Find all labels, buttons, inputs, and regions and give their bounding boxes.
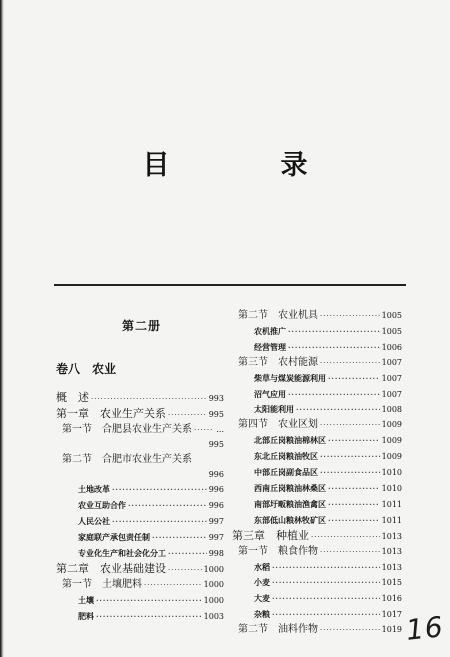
toc-entry (232, 497, 402, 513)
toc-entry-label: 专业化生产和社会化分工 (78, 548, 166, 559)
toc-entry-label: 经营管理 (254, 341, 286, 352)
dot-leader (320, 309, 380, 324)
toc-entry-page: 1009 (381, 420, 402, 430)
toc-entry (56, 562, 224, 578)
dot-leader (320, 418, 380, 433)
dot-leader (112, 515, 207, 530)
dot-leader (288, 388, 380, 403)
toc-entry (56, 423, 224, 438)
toc-entry-page: 1013 (381, 562, 402, 572)
toc-entry-page: 1011 (381, 515, 402, 525)
toc-entry (232, 481, 402, 497)
toc-entry-label: 第一章 农业生产关系 (56, 406, 166, 420)
toc-entry-page: 1011 (381, 499, 402, 509)
toc-entry-page: 1000 (203, 579, 224, 589)
toc-entry (56, 407, 224, 423)
dot-leader (320, 545, 380, 560)
toc-entry-page: 1007 (381, 357, 402, 367)
toc-entry-page: 1010 (381, 468, 402, 478)
toc-entry (56, 546, 224, 562)
toc-entry (232, 560, 402, 576)
toc-entry-page: 1006 (381, 342, 402, 352)
toc-entry-label: 柴草与煤炭能源利用 (254, 372, 326, 383)
toc-entry-label: 东北丘岗粮油牧区 (254, 451, 318, 462)
toc-entry (232, 402, 402, 418)
toc-entry-page: 1015 (381, 578, 402, 588)
divider-rule (54, 284, 406, 286)
dot-leader (328, 498, 380, 513)
toc-entry-label: 杂粮 (254, 609, 270, 620)
toc-entry-page: 996 (208, 485, 224, 495)
dot-leader (168, 547, 207, 562)
toc-entry (232, 309, 402, 324)
toc-entry-page: 997 (208, 533, 224, 543)
toc-entry-page: 1009 (381, 452, 402, 462)
toc-entry-page: 1000 (203, 564, 224, 574)
toc-entry (232, 545, 402, 560)
toc-entry (56, 578, 224, 593)
toc-entry (232, 387, 402, 403)
toc-entry-label: 北部丘岗粮油棉林区 (254, 435, 326, 446)
toc-entry-label: 东部低山粮林牧矿区 (254, 514, 326, 525)
dot-leader (320, 623, 380, 638)
toc-entry (56, 438, 224, 453)
toc-column-right (232, 309, 402, 638)
dot-leader (168, 563, 202, 578)
toc-entry-page: 997 (208, 517, 224, 527)
toc-entry-label: 农机推广 (254, 325, 286, 336)
toc-entry-page: 1007 (381, 389, 402, 399)
dot-leader (311, 530, 380, 545)
scan-edge (0, 0, 4, 657)
toc-entry-label: 家庭联产承包责任制 (78, 532, 150, 543)
dot-leader (272, 608, 380, 623)
toc-entry-label: 第一节 合肥县农业生产关系 (62, 423, 192, 435)
toc-entry (56, 453, 224, 468)
toc-entry-page: 1008 (381, 405, 402, 415)
toc-entry-label: 第一节 粮食作物 (238, 545, 318, 557)
dot-leader (152, 531, 207, 546)
dot-leader (328, 372, 380, 387)
dot-leader (328, 434, 380, 449)
toc-entry (56, 530, 224, 546)
toc-entry-label: 第二章 农业基础建设 (56, 561, 166, 575)
toc-entry-label: 第二节 农业机具 (238, 310, 318, 321)
toc-entry (232, 465, 402, 481)
toc-entry-page: 1017 (381, 610, 402, 620)
toc-entry (56, 593, 224, 609)
dot-leader (288, 341, 380, 356)
toc-entry-label: 西南丘岗粮油林桑区 (254, 482, 326, 493)
dot-leader (320, 450, 380, 465)
toc-entry-page: 995 (208, 409, 224, 419)
toc-entry-page: 1016 (381, 594, 402, 604)
toc-entry-label: 小麦 (254, 577, 270, 588)
toc-entry-label: 肥料 (78, 610, 94, 621)
dot-leader (272, 561, 380, 576)
dot-leader (320, 466, 380, 481)
toc-entry (232, 356, 402, 371)
toc-entry-page: ... (216, 424, 224, 434)
toc-entry-label: 水稻 (254, 561, 270, 572)
dot-leader (128, 499, 207, 514)
toc-entry (232, 418, 402, 433)
toc-column-left (56, 391, 224, 625)
toc-entry-label: 沼气应用 (254, 388, 286, 399)
toc-entry-label: 中部丘岗副食品区 (254, 467, 318, 478)
toc-entry-label: 土壤 (78, 594, 94, 605)
toc-entry-page: 996 (208, 469, 224, 479)
dot-leader (288, 325, 380, 340)
toc-entry-page: 1019 (381, 625, 402, 635)
dot-leader (96, 594, 202, 609)
dot-leader (144, 578, 202, 593)
toc-entry (56, 482, 224, 498)
toc-entry-page: 1013 (381, 531, 402, 541)
dot-leader (194, 423, 214, 438)
toc-entry-page: 1009 (381, 436, 402, 446)
toc-entry-label: 大麦 (254, 593, 270, 604)
toc-entry (232, 529, 402, 545)
toc-entry (232, 591, 402, 607)
toc-entry (232, 340, 402, 356)
toc-entry-page: 995 (208, 439, 224, 449)
toc-entry-page: 998 (208, 549, 224, 559)
dot-leader (320, 356, 380, 371)
volume-heading: 第二册 (122, 319, 162, 333)
dot-leader (168, 408, 207, 423)
toc-entry-label: 第四节 农业区划 (238, 419, 318, 431)
toc-entry-label: 南部圩畈粮油渔禽区 (254, 498, 326, 509)
toc-entry-page: 1007 (381, 373, 402, 383)
toc-entry (232, 575, 402, 591)
dot-leader (296, 403, 380, 418)
toc-entry (232, 449, 402, 465)
toc-entry-label: 人民公社 (78, 516, 110, 527)
toc-entry-page: 1005 (381, 311, 402, 320)
toc-entry (232, 324, 402, 340)
dot-leader (272, 592, 380, 607)
toc-entry-label: 第三章 种植业 (232, 528, 309, 542)
toc-entry-page: 1003 (203, 611, 224, 621)
toc-entry-label: 土地改革 (78, 484, 110, 495)
dot-leader (112, 483, 207, 498)
toc-entry (56, 391, 224, 407)
dot-leader (328, 514, 380, 529)
toc-entry-label: 农业互助合作 (78, 500, 126, 511)
toc-entry-page: 1005 (381, 326, 402, 336)
toc-entry-label: 太阳能利用 (254, 404, 294, 415)
toc-entry (232, 623, 402, 638)
toc-entry-page: 1010 (381, 483, 402, 493)
toc-entry-page: 1013 (381, 546, 402, 556)
toc-entry (232, 433, 402, 449)
toc-entry (56, 498, 224, 514)
dot-leader (96, 610, 202, 625)
toc-entry (56, 609, 224, 625)
juan-heading: 卷八 农业 (56, 362, 117, 376)
toc-entry (56, 468, 224, 483)
toc-entry-label: 第二节 合肥市农业生产关系 (62, 453, 192, 465)
toc-entry (56, 514, 224, 530)
dot-leader (328, 482, 380, 497)
toc-entry-page: 1000 (203, 595, 224, 605)
toc-entry (232, 371, 402, 387)
page-title: 目 录 (142, 150, 350, 181)
toc-entry (232, 513, 402, 529)
dot-leader (91, 392, 207, 407)
toc-entry-label: 概 述 (56, 391, 89, 404)
toc-entry-label: 第一节 土壤肥料 (62, 578, 142, 590)
handwritten-page-number: 16 (404, 610, 446, 647)
toc-entry (232, 607, 402, 623)
dot-leader (272, 576, 380, 591)
toc-entry-page: 996 (208, 501, 224, 511)
toc-entry-label: 第二节 油料作物 (238, 624, 318, 636)
toc-entry-page: 993 (208, 394, 224, 403)
toc-entry-label: 第三节 农村能源 (238, 356, 318, 368)
